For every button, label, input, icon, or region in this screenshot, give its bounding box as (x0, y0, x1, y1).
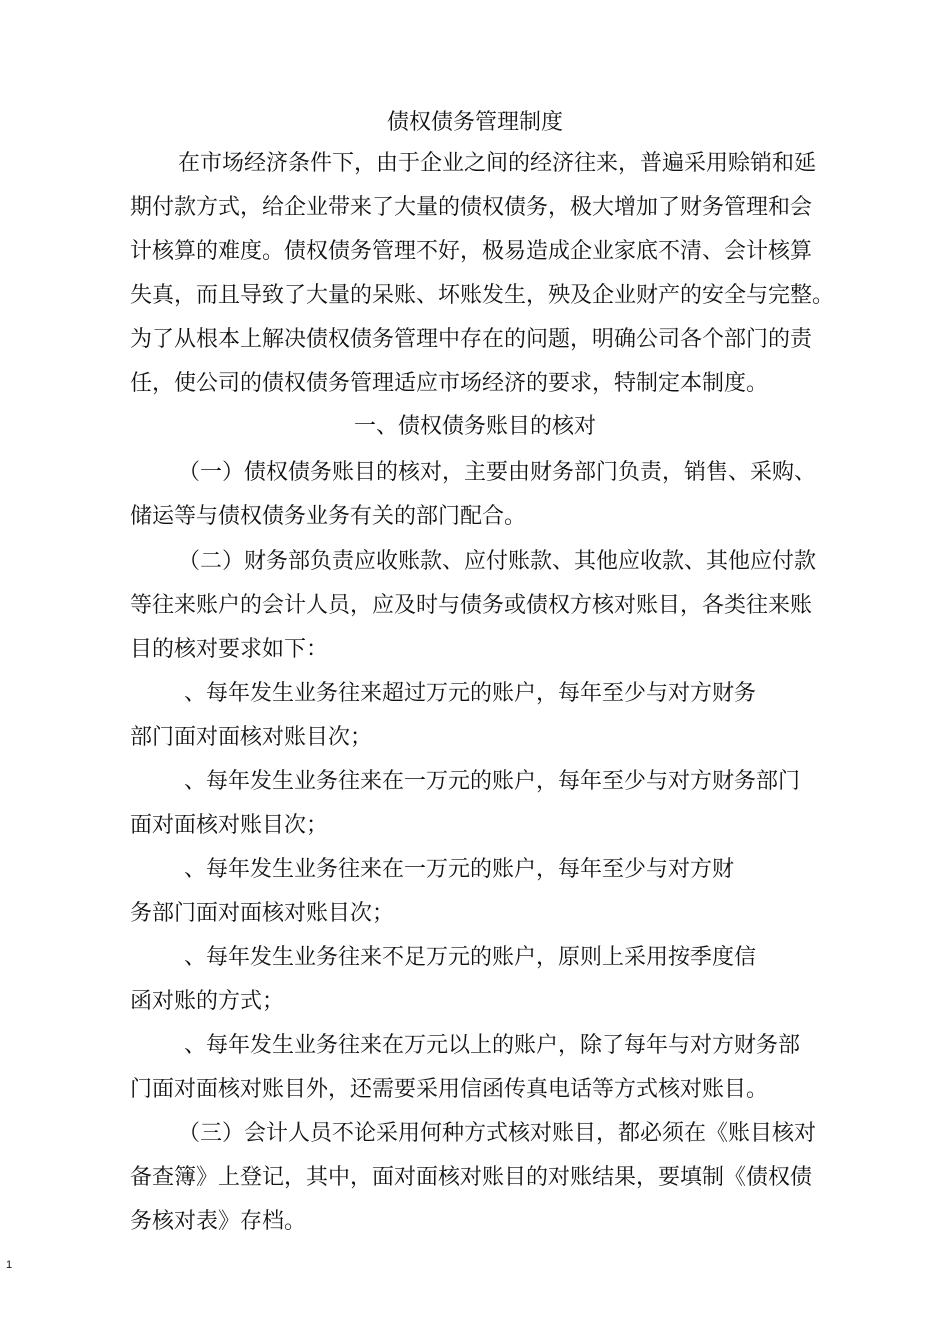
intro-line: 在市场经济条件下，由于企业之间的经济往来，普遍采用赊销和延 (178, 151, 817, 176)
clause-line: 目的核对要求如下： (130, 637, 329, 662)
clause-line: （一）债权债务账目的核对，主要由财务部门负责，销售、采购、 (178, 460, 817, 485)
sub-item-line: 、每年发生业务往来在一万元的账户，每年至少与对方财 (184, 857, 735, 882)
clause-line: 等往来账户的会计人员，应及时与债务或债权方核对账目，各类往来账 (130, 593, 813, 618)
clause-line: （三）会计人员不论采用何种方式核对账目，都必须在《账目核对 (178, 1121, 817, 1146)
sub-item-line: 门面对面核对账目外，还需要采用信函传真电话等方式核对账目。 (130, 1077, 769, 1102)
document-title: 债权债务管理制度 (386, 110, 563, 135)
clause-line: 储运等与债权债务业务有关的部门配合。 (130, 504, 527, 529)
sub-item-line: 、每年发生业务往来超过万元的账户，每年至少与对方财务 (184, 681, 757, 706)
intro-line: 失真，而且导致了大量的呆账、坏账发生，殃及企业财产的安全与完整。 (130, 283, 835, 308)
intro-line: 期付款方式，给企业带来了大量的债权债务，极大增加了财务管理和会 (130, 195, 813, 220)
sub-item-line: 务部门面对面核对账目次； (130, 901, 395, 926)
intro-line: 任，使公司的债权债务管理适应市场经济的要求，特制定本制度。 (130, 371, 769, 396)
page-number: 1 (6, 1259, 13, 1271)
clause-line: 备查簿》上登记，其中，面对面核对账目的对账结果，要填制《债权债 (130, 1165, 813, 1190)
intro-line: 为了从根本上解决债权债务管理中存在的问题，明确公司各个部门的责 (130, 327, 813, 352)
clause-line: （二）财务部负责应收账款、应付账款、其他应收款、其他应付款 (178, 549, 817, 574)
section-heading: 一、债权债务账目的核对 (353, 414, 596, 439)
sub-item-line: 函对账的方式； (130, 989, 285, 1014)
intro-line: 计核算的难度。债权债务管理不好，极易造成企业家底不清、会计核算 (130, 239, 813, 264)
sub-item-line: 面对面核对账目次； (130, 813, 329, 838)
sub-item-line: 、每年发生业务往来不足万元的账户，原则上采用按季度信 (184, 945, 757, 970)
sub-item-line: 部门面对面核对账目次； (130, 725, 373, 750)
sub-item-line: 、每年发生业务往来在一万元的账户，每年至少与对方财务部门 (184, 769, 801, 794)
sub-item-line: 、每年发生业务往来在万元以上的账户，除了每年与对方财务部 (184, 1033, 801, 1058)
clause-line: 务核对表》存档。 (130, 1209, 307, 1234)
